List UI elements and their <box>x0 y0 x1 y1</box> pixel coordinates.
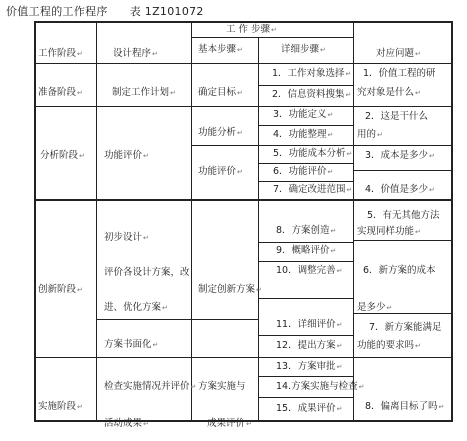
rule <box>96 21 97 421</box>
design-check: 检查实施情况并评价↵ <box>104 381 197 392</box>
header-design: 设计程序↵ <box>113 48 158 59</box>
detail-15: 15．成果评价↵ <box>276 403 343 414</box>
detail-10: 10．调整完善↵ <box>276 265 343 276</box>
rule <box>258 397 353 398</box>
detail-12: 12．提出方案↵ <box>276 340 343 351</box>
question-4: 4．价值是多少↵ <box>365 184 435 195</box>
design-written: 方案书面化↵ <box>104 339 159 350</box>
stage-analysis: 分析阶段↵ <box>40 150 85 161</box>
header-detail: 详细步骤↵ <box>281 44 326 55</box>
basic-innovation: 制定创新方案↵ <box>198 284 262 295</box>
rule <box>258 181 353 182</box>
question-2b: 用的↵ <box>357 129 383 140</box>
design-prep: 制定工作计划↵ <box>112 87 176 98</box>
title-text: 价值工程的工作程序 <box>6 5 108 18</box>
rule <box>258 163 353 164</box>
basic-implement-a: 方案实施与 <box>198 381 246 392</box>
rule <box>353 21 354 421</box>
detail-3: 3．功能定义↵ <box>273 109 334 120</box>
rule-right <box>451 21 453 422</box>
detail-1: 1．工作对象选择↵ <box>272 68 352 79</box>
rule-left <box>34 21 36 422</box>
question-8: 8．偏离目标了吗↵ <box>365 401 445 412</box>
detail-11: 11．详细评价↵ <box>276 319 343 330</box>
question-1a: 1．价值工程的研 <box>363 68 436 79</box>
rule <box>258 85 353 86</box>
rule <box>353 170 452 171</box>
rule <box>258 298 353 299</box>
question-1b: 究对象是什么↵ <box>357 87 421 98</box>
design-results: 活动成果↵ <box>104 418 149 429</box>
design-analysis: 功能评价↵ <box>104 150 149 161</box>
rule <box>353 240 452 241</box>
rule <box>258 37 259 421</box>
detail-2: 2．信息资料搜集↵ <box>272 89 352 100</box>
design-initial: 初步设计↵ <box>104 232 149 243</box>
stage-implement: 实施阶段↵ <box>38 401 83 412</box>
rule <box>258 376 353 377</box>
detail-8: 8．方案创造↵ <box>276 225 337 236</box>
question-5a: 5．有无其他方法 <box>367 210 440 221</box>
question-2a: 2．这是干什么 <box>365 111 429 122</box>
rule <box>258 242 353 243</box>
basic-function-analysis: 功能分析↵ <box>198 127 243 138</box>
header-work-steps: 工 作 步骤↵ <box>226 24 277 35</box>
table-title <box>6 3 204 19</box>
question-5b: 实现同样功能↵ <box>357 226 421 237</box>
question-6a: 6．新方案的成本 <box>363 265 436 276</box>
header-basic: 基本步骤↵ <box>198 44 243 55</box>
rule <box>96 319 258 320</box>
question-7a: 7．新方案能满足 <box>369 322 442 333</box>
table-number: 表 1Z101072 <box>129 5 204 18</box>
question-3: 3．成本是多少↵ <box>365 150 435 161</box>
basic-prep: 确定目标↵ <box>198 87 243 98</box>
rule <box>258 335 353 336</box>
rule <box>258 125 353 126</box>
header-stage: 工作阶段↵ <box>38 48 83 59</box>
question-7b: 功能的要求吗↵ <box>357 340 421 351</box>
design-evaluate-a: 评价各设计方案，改 <box>104 267 190 278</box>
detail-14: 14.方案实施与检查↵ <box>276 381 365 392</box>
detail-7: 7．确定改进范围↵ <box>273 184 353 195</box>
rule <box>191 21 192 421</box>
basic-implement-b: 成果评价↵ <box>207 418 252 429</box>
rule <box>258 261 353 262</box>
detail-9: 9．概略评价↵ <box>276 245 337 256</box>
detail-4: 4．功能整理↵ <box>273 129 334 140</box>
rule-header-mid <box>191 37 353 38</box>
header-question: 对应问题↵ <box>376 48 421 59</box>
rule <box>191 145 452 146</box>
question-6b: 是多少↵ <box>357 302 393 313</box>
detail-5: 5．功能成本分析↵ <box>273 148 353 159</box>
detail-13: 13．方案审批↵ <box>276 361 343 372</box>
design-evaluate-b: 进、优化方案↵ <box>104 302 168 313</box>
detail-6: 6．功能评价↵ <box>273 166 334 177</box>
basic-function-evaluation: 功能评价↵ <box>198 166 243 177</box>
stage-innovation: 创新阶段↵ <box>38 284 83 295</box>
stage-prep: 准备阶段↵ <box>38 87 83 98</box>
